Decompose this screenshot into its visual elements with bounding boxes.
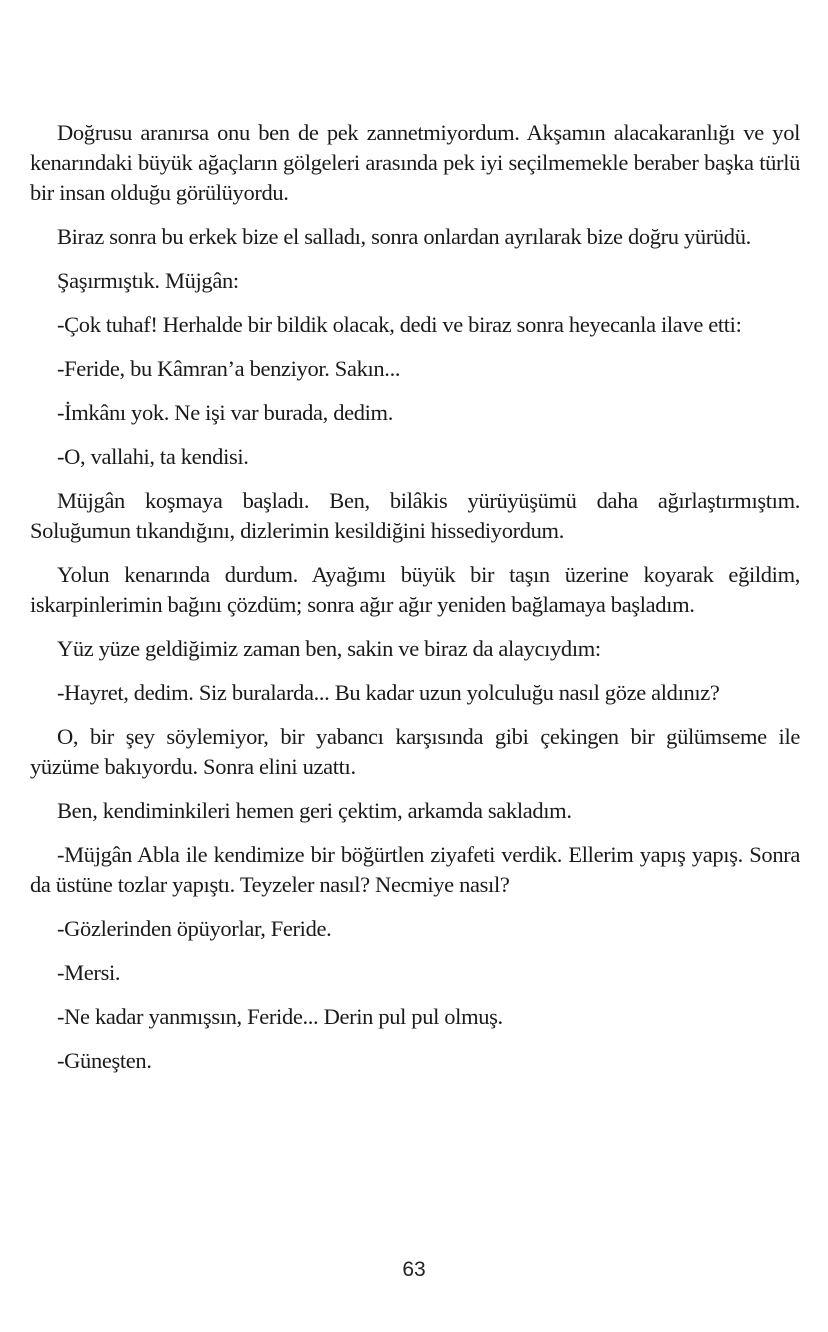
paragraph: -Gözlerinden öpüyorlar, Feride. [57,916,332,941]
paragraph: -İmkânı yok. Ne işi var burada, dedim. [57,400,393,425]
paragraph: Doğrusu aranırsa onu ben de pek zannetmiyordum. Akşamın alacakaranlığı ve yol kenarındaki büyük ağaçların gölgeleri arasında pek iyi seçilmemekle beraber başka türlü bir insan olduğu görülüyordu. [30,120,800,205]
paragraph: -Mersi. [57,960,121,985]
paragraph: Şaşırmıştık. Müjgân: [57,268,239,293]
paragraph: -Güneşten. [57,1048,152,1073]
paragraph: -Feride, bu Kâmran’a benziyor. Sakın... [57,356,401,381]
paragraph: Yolun kenarında durdum. Ayağımı büyük bir taşın üzerine koyarak eğildim, iskarpinlerimin bağını çözdüm; sonra ağır ağır yeniden bağlamaya başladım. [30,562,800,617]
paragraph: Müjgân koşmaya başladı. Ben, bilâkis yürüyüşümü daha ağırlaştırmıştım. Soluğumun tıkandığını, dizlerimin kesildiğini hissediyordum. [30,488,800,543]
paragraph: -Hayret, dedim. Siz buralarda... Bu kadar uzun yolculuğu nasıl göze aldınız? [57,680,720,705]
page-number: 63 [402,1258,426,1281]
paragraph: Biraz sonra bu erkek bize el salladı, sonra onlardan ayrılarak bize doğru yürüdü. [57,224,751,249]
paragraph: Yüz yüze geldiğimiz zaman ben, sakin ve biraz da alaycıydım: [57,636,601,661]
paragraph: -Müjgân Abla ile kendimize bir böğürtlen ziyafeti verdik. Ellerim yapış yapış. Sonra da üstüne tozlar yapıştı. Teyzeler nasıl? Necmiye nasıl? [30,842,800,897]
paragraph: Ben, kendiminkileri hemen geri çektim, arkamda sakladım. [57,798,572,823]
paragraph: O, bir şey söylemiyor, bir yabancı karşısında gibi çekingen bir gülümseme ile yüzüme bakıyordu. Sonra elini uzattı. [30,724,800,779]
paragraph: -O, vallahi, ta kendisi. [57,444,249,469]
paragraph: -Ne kadar yanmışsın, Feride... Derin pul pul olmuş. [57,1004,503,1029]
page-body [30,118,800,1090]
paragraph: -Çok tuhaf! Herhalde bir bildik olacak, dedi ve biraz sonra heyecanla ilave etti: [57,312,742,337]
